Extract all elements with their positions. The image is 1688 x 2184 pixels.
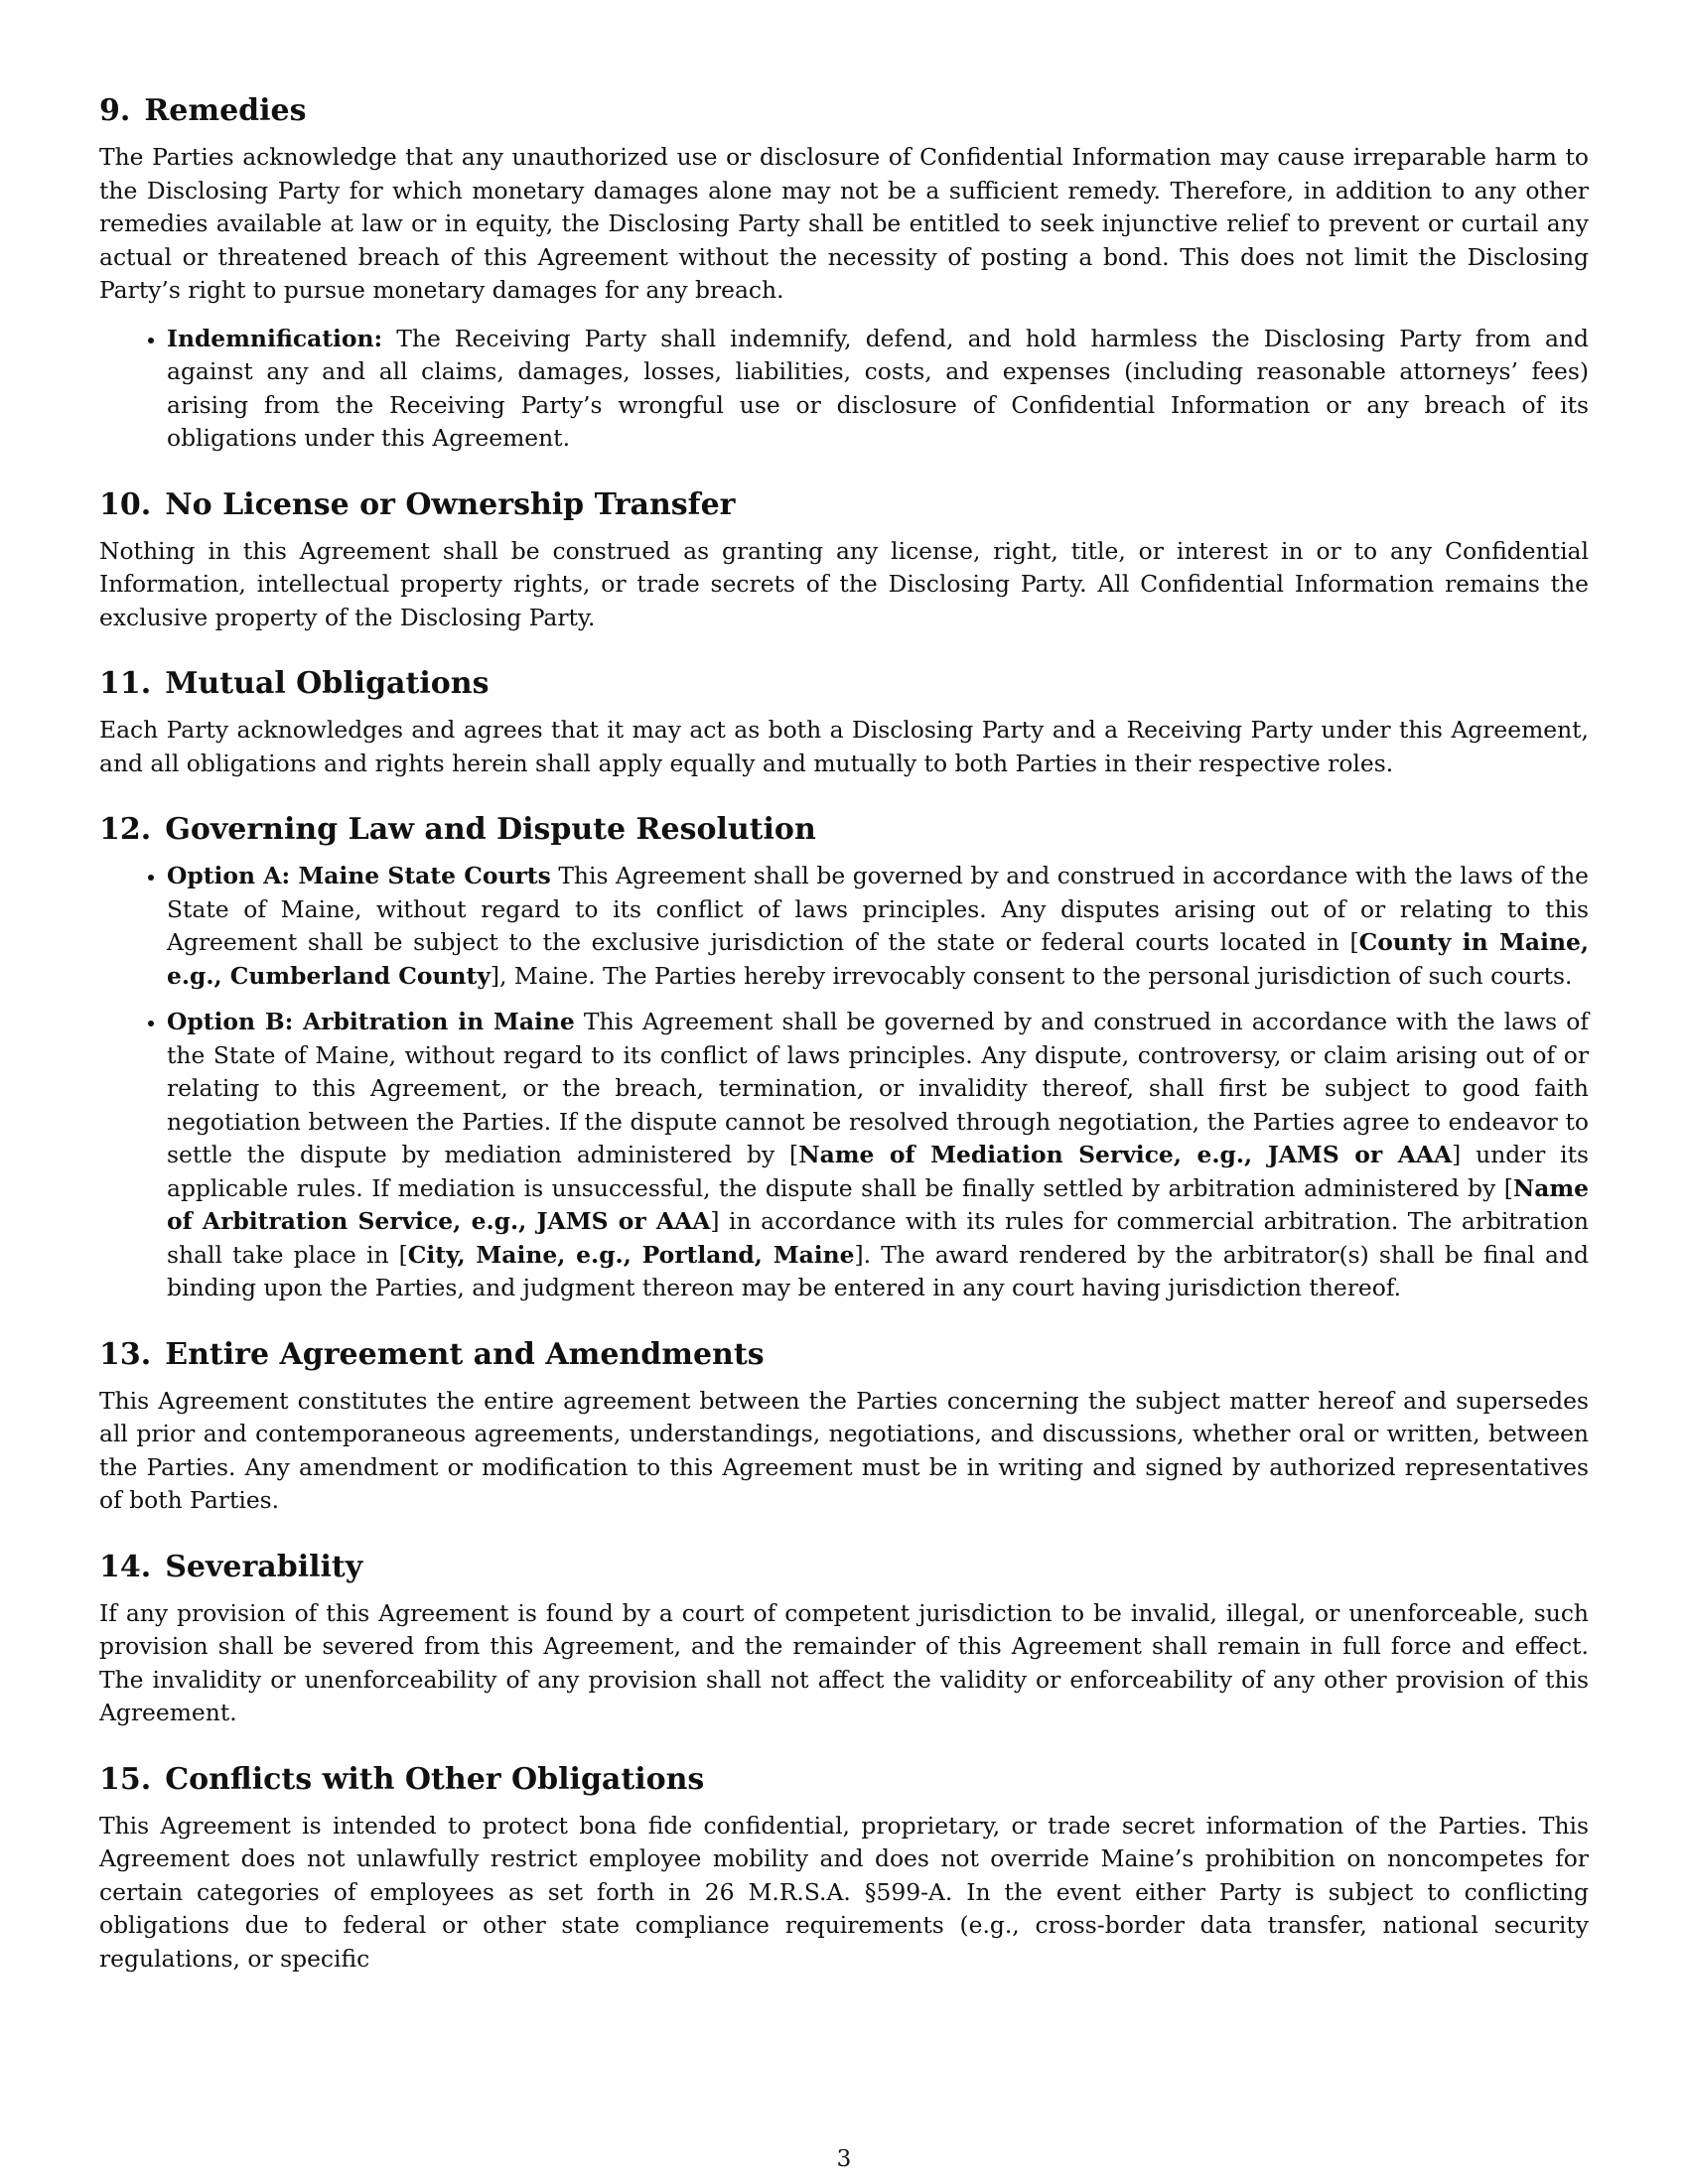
list-item-option-a: • Option A: Maine State Courts This Agreement shall be governed by and construed in accordance with the laws of the State of Maine, without regard to its conflict of laws principles. Any disputes arising out of or relating to this Agreement shall be subject to the exclusive jurisdiction of the state or federal courts located in [County in Maine, e.g., Cumberland County], Maine. The Parties hereby irrevocably consent to the personal jurisdiction of such courts.	[167, 860, 1589, 993]
section-heading: 12. Governing Law and Dispute Resolution	[99, 812, 816, 847]
section-heading: 11. Mutual Obligations	[99, 666, 490, 701]
section-heading: 15. Conflicts with Other Obligations	[99, 1761, 705, 1797]
section-heading: 9. Remedies	[99, 93, 307, 128]
document-page	[99, 91, 1589, 1976]
section-body: Nothing in this Agreement shall be construed as granting any license, right, title, or interest in or to any Confidential Information, intellectual property rights, or trade secrets of the Disclosing Party. All Confidential Information remains the exclusive property of the Disclosing Party.	[99, 536, 1589, 631]
section-entire-agreement	[99, 1335, 1589, 1518]
section-remedies	[99, 91, 1589, 456]
section-conflicts	[99, 1760, 1589, 1977]
bullet-list	[99, 860, 1589, 1305]
section-governing-law	[99, 810, 1589, 1305]
section-no-license	[99, 485, 1589, 635]
section-severability	[99, 1548, 1589, 1730]
section-heading: 13. Entire Agreement and Amendments	[99, 1336, 765, 1372]
section-body: This Agreement constitutes the entire agreement between the Parties concerning the subject matter hereof and supersedes all prior and contemporaneous agreements, understandings, negotiations, and discussions, whether oral or written, between the Parties. Any amendment or modification to this Agreement must be in writing and signed by authorized representatives of both Parties.	[99, 1386, 1589, 1514]
section-body: The Parties acknowledge that any unauthorized use or disclosure of Confidential Information may cause irreparable harm to the Disclosing Party for which monetary damages alone may not be a sufficient remedy. Therefore, in addition to any other remedies available at law or in equity, the Disclosing Party shall be entitled to seek injunctive relief to prevent or curtail any actual or threatened breach of this Agreement without the necessity of posting a bond. This does not limit the Disclosing Party’s right to pursue monetary damages for any breach.	[99, 143, 1589, 304]
list-item-option-b: • Option B: Arbitration in Maine This Agreement shall be governed by and construed in accordance with the laws of the State of Maine, without regard to its conflict of laws principles. Any dispute, controversy, or claim arising out of or relating to this Agreement, or the breach, termination, or invalidity thereof, shall first be subject to good faith negotiation between the Parties. If the dispute cannot be resolved through negotiation, the Parties agree to endeavor to settle the dispute by mediation administered by [Name of Mediation Service, e.g., JAMS or AAA] under its applicable rules. If mediation is unsuccessful, the dispute shall be finally settled by arbitration administered by [Name of Arbitration Service, e.g., JAMS or AAA] in accordance with its rules for commercial arbitration. The arbitration shall take place in [City, Maine, e.g., Portland, Maine]. The award rendered by the arbitrator(s) shall be final and binding upon the Parties, and judgment thereon may be entered in any court having jurisdiction thereof.	[167, 1006, 1589, 1305]
section-body: Each Party acknowledges and agrees that it may act as both a Disclosing Party and a Receiving Party under this Agreement, and all obligations and rights herein shall apply equally and mutually to both Parties in their respective roles.	[99, 716, 1589, 777]
section-body: If any provision of this Agreement is found by a court of competent jurisdiction to be invalid, illegal, or unenforceable, such provision shall be severed from this Agreement, and the remainder of this Agreement shall remain in full force and effect. The invalidity or unenforceability of any provision shall not affect the validity or enforceability of any other provision of this Agreement.	[99, 1598, 1589, 1726]
section-heading: 10. No License or Ownership Transfer	[99, 486, 736, 522]
section-heading: 14. Severability	[99, 1549, 363, 1584]
section-body: This Agreement is intended to protect bona fide confidential, proprietary, or trade secret information of the Parties. This Agreement does not unlawfully restrict employee mobility and does not override Maine’s prohibition on noncompetes for certain categories of employees as set forth in 26 M.R.S.A. §599-A. In the event either Party is subject to conflicting obligations due to federal or other state compliance requirements (e.g., cross-border data transfer, national security regulations, or specific	[99, 1811, 1589, 1973]
bullet-list	[99, 323, 1589, 456]
section-mutual-obligations	[99, 664, 1589, 780]
bullet-label: Indemnification:	[167, 324, 383, 352]
list-item-indemnification: • Indemnification: The Receiving Party shall indemnify, defend, and hold harmless the Disclosing Party from and against any and all claims, damages, losses, liabilities, costs, and expenses (including reasonable attorneys’ fees) arising from the Receiving Party’s wrongful use or disclosure of Confidential Information or any breach of its obligations under this Agreement.	[167, 323, 1589, 456]
page-number: 3	[836, 2146, 852, 2172]
